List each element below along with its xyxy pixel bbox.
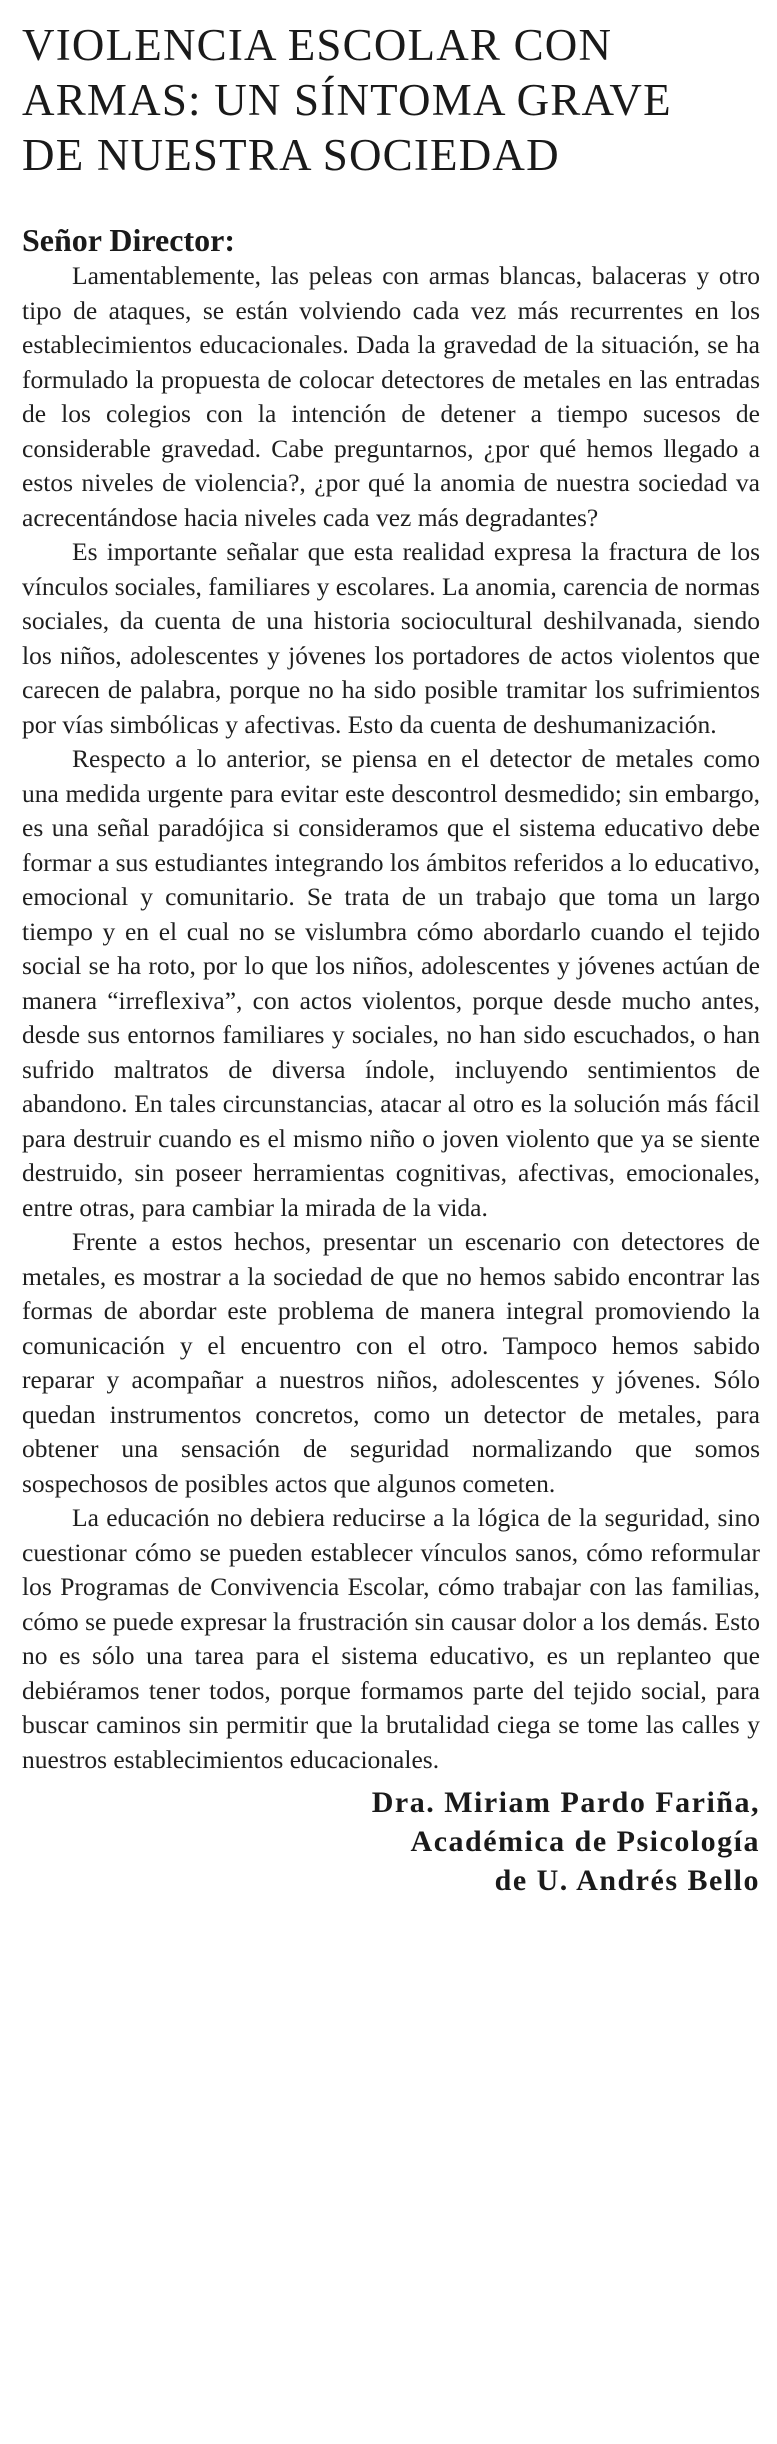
signature-block xyxy=(22,1783,760,1900)
paragraph: Lamentablemente, las peleas con armas blancas, balaceras y otro tipo de ataques, se están volviendo cada vez más recurrentes en los establecimientos educacionales. Dada la gravedad de la situación, se ha formulado la propuesta de colocar detectores de metales en las entradas de los colegios con la intención de detener a tiempo sucesos de considerable gravedad. Cabe preguntarnos, ¿por qué hemos llegado a estos niveles de violencia?, ¿por qué la anomia de nuestra sociedad va acrecentándose hacia niveles cada vez más degradantes? xyxy=(22,261,760,532)
paragraph: Es importante señalar que esta realidad expresa la fractura de los vínculos sociales, familiares y escolares. La anomia, carencia de normas sociales, da cuenta de una historia sociocultural deshilvanada, siendo los niños, adolescentes y jóvenes los portadores de actos violentos que carecen de palabra, porque no ha sido posible tramitar los sufrimientos por vías simbólicas y afectivas. Esto da cuenta de deshumanización. xyxy=(22,537,760,739)
letter-body xyxy=(22,259,760,1777)
headline xyxy=(22,18,760,183)
letter-column xyxy=(22,18,760,1900)
paragraph: La educación no debiera reducirse a la lógica de la seguridad, sino cuestionar cómo se pueden establecer vínculos sanos, cómo reformular los Programas de Convivencia Escolar, cómo trabajar con las familias, cómo se puede expresar la frustración sin causar dolor a los demás. Esto no es sólo una tarea para el sistema educativo, es un replanteo que debiéramos tener todos, porque formamos parte del tejido social, para buscar caminos sin permitir que la brutalidad ciega se tome las calles y nuestros establecimientos educacionales. xyxy=(22,1503,760,1774)
headline-line: ARMAS: UN SÍNTOMA GRAVE xyxy=(22,75,672,125)
headline-line: DE NUESTRA SOCIEDAD xyxy=(22,130,560,180)
paragraph: Respecto a lo anterior, se piensa en el detector de metales como una medida urgente para evitar este descontrol desmedido; sin embargo, es una señal paradójica si consideramos que el sistema educativo debe formar a sus estudiantes integrando los ámbitos referidos a lo educativo, emocional y comunitario. Se trata de un trabajo que toma un largo tiempo y en el cual no se vislumbra cómo abordarlo cuando el tejido social se ha roto, por lo que los niños, adolescentes y jóvenes actúan de manera “irreflexiva”, con actos violentos, porque desde mucho antes, desde sus entornos familiares y sociales, no han sido escuchados, o han sufrido maltratos de diversa índole, incluyendo sentimientos de abandono. En tales circunstancias, atacar al otro es la solución más fácil para destruir cuando es el mismo niño o joven violento que ya se siente destruido, sin poseer herramientas cognitivas, afectivas, emocionales, entre otras, para cambiar la mirada de la vida. xyxy=(22,744,760,1222)
author-institution: de U. Andrés Bello xyxy=(494,1864,760,1897)
headline-line: VIOLENCIA ESCOLAR CON xyxy=(22,20,613,70)
salutation: Señor Director: xyxy=(22,222,235,258)
author-name: Dra. Miriam Pardo Fariña, xyxy=(371,1786,760,1819)
author-role: Académica de Psicología xyxy=(410,1825,760,1858)
paragraph: Frente a estos hechos, presentar un escenario con detectores de metales, es mostrar a la sociedad de que no hemos sabido encontrar las formas de abordar este problema de manera integral promoviendo la comunicación y el encuentro con el otro. Tampoco hemos sabido reparar y acompañar a nuestros niños, adolescentes y jóvenes. Sólo quedan instrumentos concretos, como un detector de metales, para obtener una sensación de seguridad normalizando que somos sospechosos de posibles actos que algunos cometen. xyxy=(22,1227,760,1498)
